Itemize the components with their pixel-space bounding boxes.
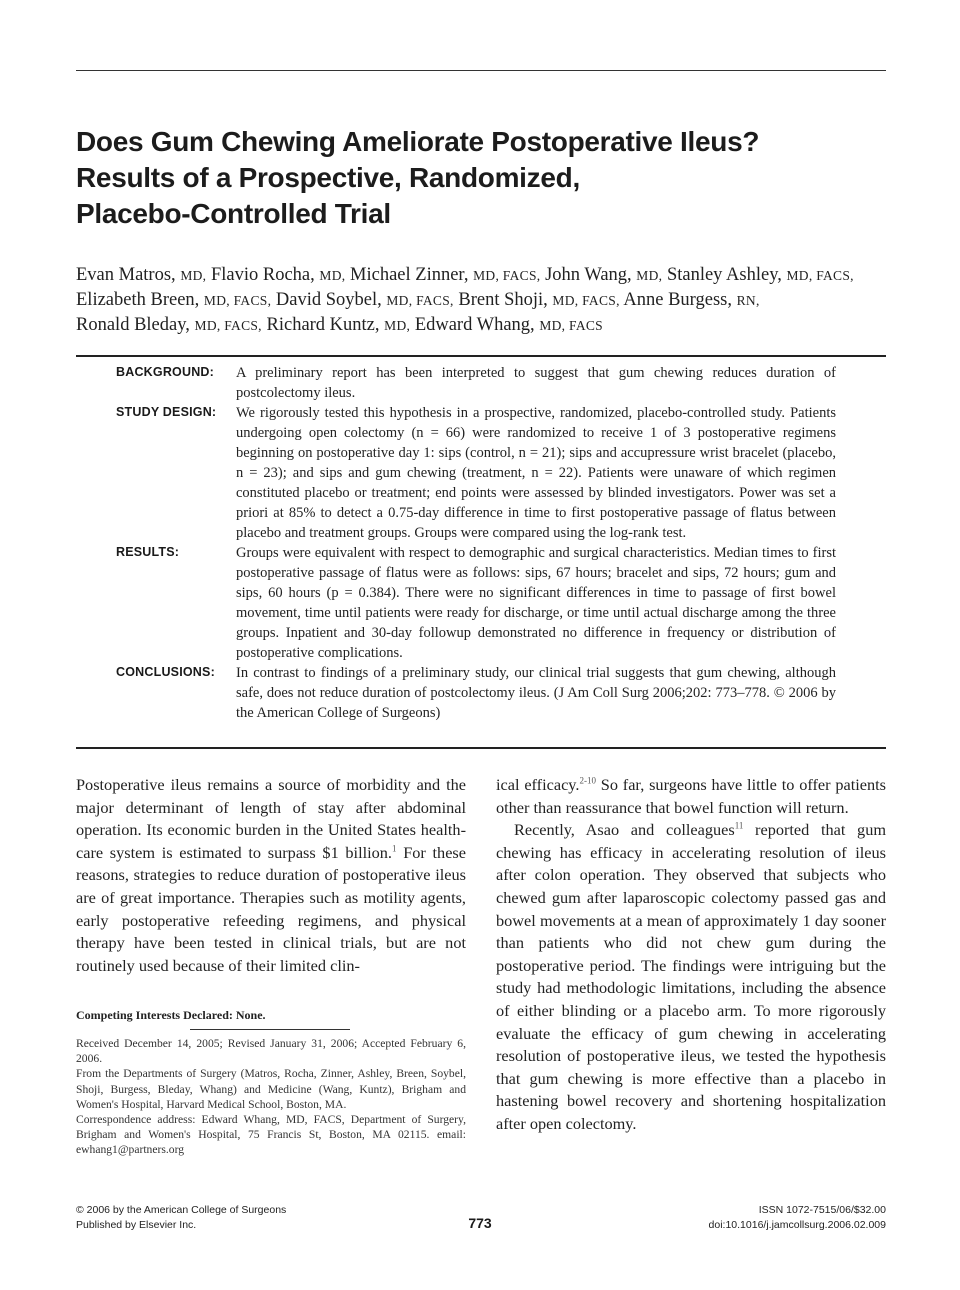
author-name: Anne Burgess, bbox=[623, 290, 732, 310]
author-degree: MD, FACS, bbox=[786, 268, 854, 283]
title-line: Placebo-Controlled Trial bbox=[76, 198, 391, 229]
author-line bbox=[76, 263, 906, 288]
abstract-study-design bbox=[76, 403, 886, 543]
footer-issn: ISSN 1072-7515/06/$32.00 bbox=[758, 1204, 886, 1216]
author-degree: MD, FACS, bbox=[386, 293, 454, 308]
author-degree: MD, FACS bbox=[539, 318, 603, 333]
body-text: So far, surgeons have little to offer patients other than reassurance that bowel function will return. bbox=[496, 775, 886, 817]
abstract-text: Groups were equivalent with respect to demographic and surgical characteristics. Median times to first postoperative passage of flatus were as follows: sips, 67 hours; bracelet and sips, 72 hours; gum and sips, 60 hours (p = 0.384). There were no significant differences in time to passage of first bowel movement, time until patients were ready for discharge, or time until actual discharge among the three groups. Inpatient and 30-day followup demonstrated no difference in frequency or distribution of postoperative complications. bbox=[236, 545, 836, 661]
body-column-right bbox=[496, 774, 886, 1136]
author-list bbox=[76, 263, 906, 338]
footer-copyright: © 2006 by the American College of Surgeons bbox=[76, 1204, 287, 1216]
abstract-label: RESULTS: bbox=[116, 545, 180, 559]
author-name: David Soybel, bbox=[275, 290, 382, 310]
author-line bbox=[76, 313, 906, 338]
author-name: Brent Shoji, bbox=[458, 290, 548, 310]
author-name: Flavio Rocha, bbox=[210, 265, 315, 285]
abstract-label: CONCLUSIONS: bbox=[116, 665, 215, 679]
body-text: reported that gum chewing has efficacy in accelerating resolution of ileus after colon operation. They observed that subjects who chewed gum after laparoscopic colectomy passed gas and bowel movements at a mean of approximately 1 day sooner than patients who did not chew gum during the postoperative period. The findings were intriguing but the study had methodologic limitations, including the absence of either blinding or a placebo arm. To more rigorously evaluate the efficacy of gum chewing in accelerating resolution of postoperative ileus, we tested the hypothesis that gum chewing is more effective than a placebo in hastening bowel recovery and shortening hospitalization after open colectomy. bbox=[496, 820, 887, 1133]
footer-publisher: Published by Elsevier Inc. bbox=[76, 1219, 197, 1231]
author-degree: MD, FACS, bbox=[552, 293, 620, 308]
footer-doi[interactable]: doi:10.1016/j.jamcollsurg.2006.02.009 bbox=[708, 1219, 886, 1231]
author-degree: MD, bbox=[180, 268, 207, 283]
author-degree: MD, FACS, bbox=[473, 268, 541, 283]
abstract bbox=[76, 363, 886, 723]
footer-right bbox=[709, 1203, 886, 1233]
author-degree: MD, bbox=[384, 318, 411, 333]
title-line: Results of a Prospective, Randomized, bbox=[76, 162, 580, 193]
abstract-bottom-rule bbox=[76, 747, 886, 749]
footnote-affiliation: From the Departments of Surgery (Matros, Rocha, Zinner, Ashley, Breen, Soybel, Shoji, Burgess, Bleday, Whang) and Medicine (Wang, Kuntz), Brigham and Women's Hospital, Harvard Medical School, Boston, MA. bbox=[76, 1067, 466, 1111]
body-text: Recently, Asao and colleagues bbox=[514, 820, 735, 840]
citation-ref[interactable]: 11 bbox=[734, 820, 744, 831]
abstract-text: We rigorously tested this hypothesis in a prospective, randomized, placebo-controlled study. Patients undergoing open colectomy (n = 66) were randomized to receive 1 of 3 postoperative regimens beginning on postoperative day 1: sips (control, n = 21); sips and accupressure wrist bracelet (placebo, n = 23); and sips and gum chewing (treatment, n = 22). Patients were unaware of which regimen constituted placebo or treatment; end points were assessed by blinded investigators. Power was set a priori at 85% to detect a 0.75-day difference in time to first postoperative passage of flatus between placebo and treatment groups. Groups were compared using the log-rank test. bbox=[236, 405, 836, 541]
citation-ref[interactable]: 1 bbox=[392, 843, 397, 854]
page-number: 773 bbox=[468, 1215, 492, 1231]
abstract-results bbox=[76, 543, 886, 663]
body-paragraph bbox=[76, 774, 466, 977]
body-paragraph bbox=[496, 819, 886, 1135]
footnote-received: Received December 14, 2005; Revised January 31, 2006; Accepted February 6, 2006. bbox=[76, 1037, 466, 1066]
body-text: Postoperative ileus remains a source of morbidity and the major determinant of length of stay after abdominal operation. Its economic burden in the United States health-care system is estimated to surpass $1 billion. bbox=[76, 775, 466, 862]
author-name: John Wang, bbox=[545, 265, 632, 285]
abstract-top-rule bbox=[76, 355, 886, 357]
abstract-conclusions bbox=[76, 663, 886, 723]
competing-interests: Competing Interests Declared: None. bbox=[76, 1008, 266, 1022]
footnote-rule bbox=[190, 1029, 350, 1030]
abstract-text: A preliminary report has been interpreted to suggest that gum chewing reduces duration of postcolectomy ileus. bbox=[236, 365, 836, 401]
author-name: Ronald Bleday, bbox=[76, 315, 190, 335]
header-rule bbox=[76, 70, 886, 71]
author-degree: MD, FACS, bbox=[203, 293, 272, 308]
author-name: Michael Zinner, bbox=[350, 265, 469, 285]
title-line: Does Gum Chewing Ameliorate Postoperative Ileus? bbox=[76, 126, 760, 157]
body-text: For these reasons, strategies to reduce duration of postoperative ileus are of great importance. Therapies such as motility agents, early postoperative refeeding regimens, and physical therapy have been tested in clinical trials, but are not routinely used because of their limited clin- bbox=[76, 842, 466, 975]
author-name: Edward Whang, bbox=[414, 315, 535, 335]
citation-ref[interactable]: 2-10 bbox=[579, 775, 596, 786]
footnotes bbox=[76, 1036, 466, 1158]
author-name: Richard Kuntz, bbox=[266, 315, 380, 335]
author-name: Evan Matros, bbox=[76, 265, 176, 285]
author-line bbox=[76, 288, 906, 313]
author-name: Elizabeth Breen, bbox=[76, 290, 200, 310]
abstract-text: In contrast to findings of a preliminary study, our clinical trial suggests that gum chewing, although safe, does not reduce duration of postcolectomy ileus. (J Am Coll Surg 2006;202: 773–778. © 2006 by the American College of Surgeons) bbox=[236, 665, 836, 721]
article-title bbox=[76, 124, 896, 232]
abstract-background bbox=[76, 363, 886, 403]
author-degree: MD, bbox=[319, 268, 346, 283]
abstract-label: STUDY DESIGN: bbox=[116, 405, 217, 419]
author-degree: MD, FACS, bbox=[194, 318, 262, 333]
body-column-left bbox=[76, 774, 466, 977]
author-name: Stanley Ashley, bbox=[666, 265, 782, 285]
abstract-label: BACKGROUND: bbox=[116, 365, 215, 379]
body-text: ical efficacy. bbox=[496, 775, 580, 794]
body-paragraph bbox=[496, 774, 886, 819]
author-degree: MD, bbox=[636, 268, 663, 283]
footnote-correspondence: Correspondence address: Edward Whang, MD, FACS, Department of Surgery, Brigham and Women's Hospital, 75 Francis St, Boston, MA 02115. email: ewhang1@partners.org bbox=[76, 1113, 466, 1157]
author-degree: RN, bbox=[736, 293, 760, 308]
